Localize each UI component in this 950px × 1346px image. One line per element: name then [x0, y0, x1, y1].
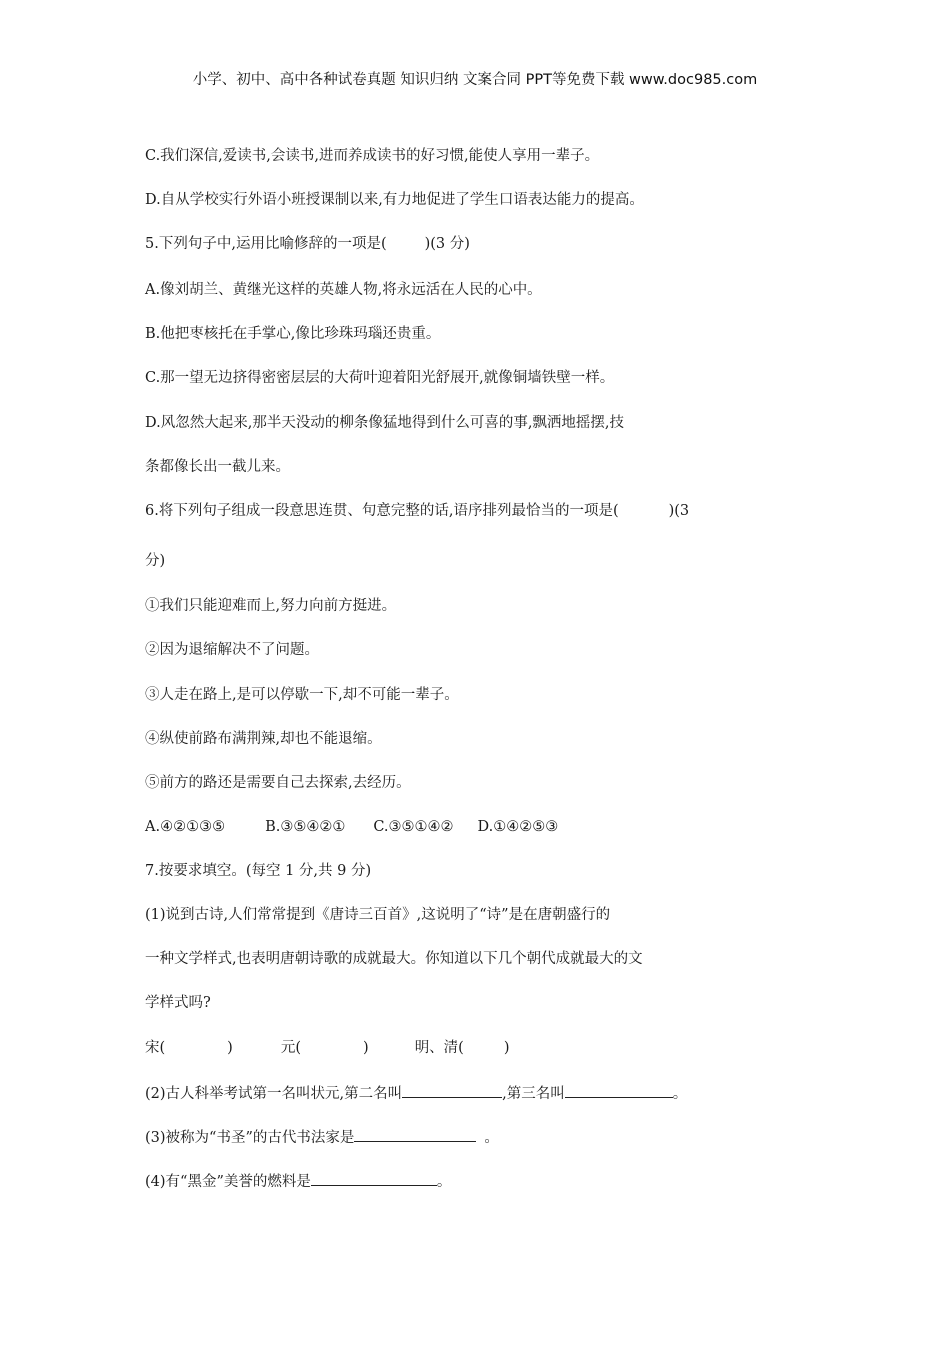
- q6-sentence-4: ④纵使前路布满荆辣,却也不能退缩。: [145, 731, 382, 747]
- q7-part4: [145, 1171, 451, 1192]
- q6-stem-text: 6.将下列句子组成一段意思连贯、句意完整的话,语序排列最恰当的一项是(: [145, 503, 619, 519]
- q7-stem: 7.按要求填空。(每空 1 分,共 9 分): [145, 863, 372, 879]
- q7-part2: [145, 1083, 687, 1104]
- q6-sentence-3: ③人走在路上,是可以停歇一下,却不可能一辈子。: [145, 687, 459, 703]
- q6-option-a: A.④②①③⑤: [145, 819, 226, 835]
- q5-option-d-line1: D.风忽然大起来,那半天没动的柳条像猛地得到什么可喜的事,飘洒地摇摆,技: [145, 415, 625, 431]
- q7-song-label: 宋(: [145, 1040, 166, 1056]
- q4-option-d: D.自从学校实行外语小班授课制以来,有力地促进了学生口语表达能力的提高。: [145, 192, 644, 208]
- q7-part3-text: (3)被称为“书圣”的古代书法家是: [145, 1130, 355, 1146]
- q5-option-d-line2: 条都像长出一截儿来。: [145, 459, 290, 475]
- q5-option-c: C.那一望无边挤得密密层层的大荷叶迎着阳光舒展开,就像铜墙铁壁一样。: [145, 370, 615, 386]
- q5-option-b: B.他把枣核托在手掌心,像比珍珠玛瑙还贵重。: [145, 326, 441, 342]
- q7-part1-line2: 一种文学样式,也表明唐朝诗歌的成就最大。你知道以下几个朝代成就最大的文: [145, 951, 643, 967]
- q7-song-close: ): [227, 1040, 233, 1056]
- q7-third-place-blank[interactable]: [565, 1083, 673, 1098]
- q7-part1-line3: 学样式吗?: [145, 995, 211, 1011]
- q7-part1-line1: (1)说到古诗,人们常常提到《唐诗三百首》,这说明了“诗”是在唐朝盛行的: [145, 907, 611, 923]
- q6-sentence-2: ②因为退缩解决不了问题。: [145, 642, 319, 658]
- q7-part4-end: 。: [436, 1174, 452, 1190]
- q7-mingqing-close: ): [503, 1040, 510, 1056]
- q7-part2-end: 。: [672, 1086, 688, 1102]
- q6-option-d: D.①④②⑤③: [477, 819, 559, 835]
- q7-part3-end: 。: [484, 1130, 499, 1146]
- q7-fuel-blank[interactable]: [311, 1171, 437, 1186]
- q7-second-place-blank[interactable]: [402, 1083, 502, 1098]
- q6-stem-line2: 分): [145, 553, 166, 569]
- q5-option-a: A.像刘胡兰、黄继光这样的英雄人物,将永远活在人民的心中。: [145, 282, 542, 298]
- q6-option-c: C.③⑤①④②: [373, 819, 454, 835]
- q7-dynasty-row: [145, 1038, 510, 1058]
- page-header: 小学、初中、高中各种试卷真题 知识归纳 文案合同 PPT等免费下载 www.doc985.com: [192, 72, 758, 88]
- q6-option-b: B.③⑤④②①: [265, 819, 346, 835]
- q6-sentence-5: ⑤前方的路还是需要自己去探索,去经历。: [145, 775, 411, 791]
- q5-stem-score: )(3 分): [424, 236, 470, 252]
- q5-stem-text: 5.下列句子中,运用比喻修辞的一项是(: [145, 236, 387, 252]
- q7-part3: [145, 1127, 499, 1148]
- q7-part4-text: (4)有“黑金”美誉的燃料是: [145, 1174, 311, 1190]
- q7-yuan-close: ): [363, 1040, 369, 1056]
- q7-mingqing-label: 明、清(: [414, 1040, 464, 1056]
- q5-stem: [145, 234, 470, 254]
- q6-stem: [145, 501, 689, 521]
- q7-calligrapher-blank[interactable]: [354, 1127, 476, 1142]
- q6-options: [145, 817, 558, 837]
- q7-part2-text: (2)古人科举考试第一名叫状元,第二名叫: [145, 1086, 403, 1102]
- q6-stem-score: )(3: [668, 503, 690, 519]
- q7-part2-mid: ,第三名叫: [502, 1086, 565, 1102]
- q4-option-c: C.我们深信,爱读书,会读书,进而养成读书的好习惯,能使人享用一辈子。: [145, 148, 600, 164]
- q6-sentence-1: ①我们只能迎难而上,努力向前方挺进。: [145, 598, 397, 614]
- q7-yuan-label: 元(: [280, 1040, 302, 1056]
